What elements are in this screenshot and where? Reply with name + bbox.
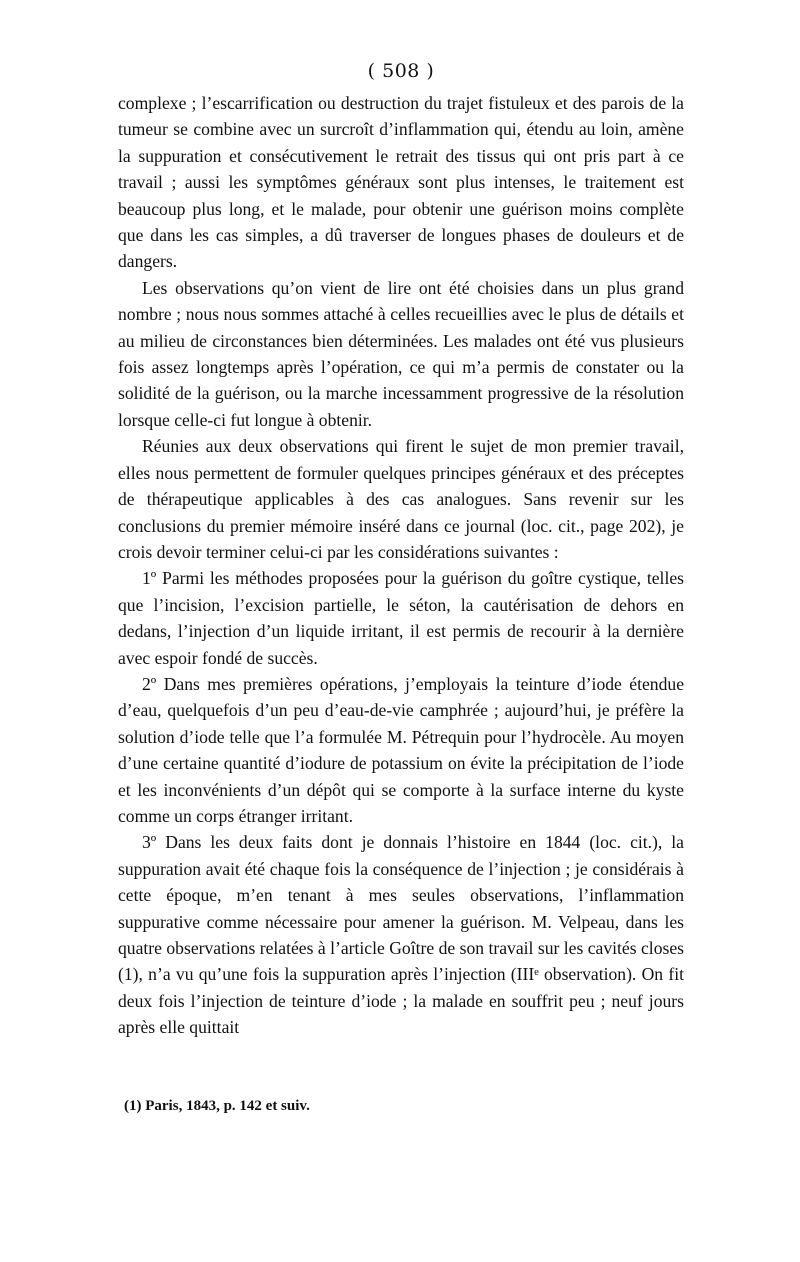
paragraph-2: Les observations qu’on vient de lire ont été choisies dans un plus grand nombre ; nous nous sommes attaché à celles recueillies avec le plus de détails et au milieu de circonstances bien déterminées. Les malades ont été vus plusieurs fois assez longtemps après l’opération, ce qui m’a permis de constater ou la solidité de la guérison, ou la marche incessamment progressive de la résolution lorsque celle-ci fut longue à obtenir.	[118, 277, 684, 430]
paragraph-5: 2º Dans mes premières opérations, j’employais la teinture d’iode étendue d’eau, quelquefois d’un peu d’eau-de-vie camphrée ; aujourd’hui, je préfère la solution d’iode telle que l’a formulée M. Pétrequin pour l’hydrocèle. Au moyen d’une certaine quantité d’iodure de potassium on évite la précipitation de l’iode et les inconvénients d’un dépôt qui se comporte à la surface interne du kyste comme un corps étranger irritant.	[118, 673, 684, 826]
paragraph-6: 3º Dans les deux faits dont je donnais l’histoire en 1844 (loc. cit.), la suppuration avait été chaque fois la conséquence de l’injection ; je considérais à cette époque, m’en tenant à mes seules observations, l’inflammation suppurative comme nécessaire pour amener la guérison. M. Velpeau, dans les quatre observations relatées à l’article Goître de son travail sur les cavités closes (1), n’a vu qu’une fois la suppuration après l’injection (IIIᵉ observation). On fit deux fois l’injection de teinture d’iode ; la malade en souffrit peu ; neuf jours après elle quittait	[118, 832, 684, 1038]
paragraph-1: complexe ; l’escarrification ou destruction du trajet fistuleux et des parois de la tumeur se combine avec un surcroît d’inflammation qui, étendu au loin, amène la suppuration et consécutivement le retrait des tissus qui ont pris part à ce travail ; aussi les symptômes généraux sont plus intenses, le traitement est beaucoup plus long, et le malade, pour obtenir une guérison moins complète que dans les cas simples, a dû traverser de longues phases de douleurs et de dangers.	[118, 93, 684, 272]
paragraph-3: Réunies aux deux observations qui firent le sujet de mon premier travail, elles nous permettent de formuler quelques principes généraux et des préceptes de thérapeutique applicables à des cas analogues. Sans revenir sur les conclusions du premier mémoire inséré dans ce journal (loc. cit., page 202), je crois devoir terminer celui-ci par les considérations suivantes :	[118, 436, 684, 562]
page-body	[118, 56, 684, 1041]
paragraph-4: 1º Parmi les méthodes proposées pour la guérison du goître cystique, telles que l’incision, l’excision partielle, le séton, la cautérisation de dehors en dedans, l’injection d’un liquide irritant, il est permis de recourir à la dernière avec espoir fondé de succès.	[118, 568, 684, 668]
footnote: (1) Paris, 1843, p. 142 et suiv.	[124, 1098, 310, 1114]
page-number: ( 508 )	[367, 60, 435, 82]
